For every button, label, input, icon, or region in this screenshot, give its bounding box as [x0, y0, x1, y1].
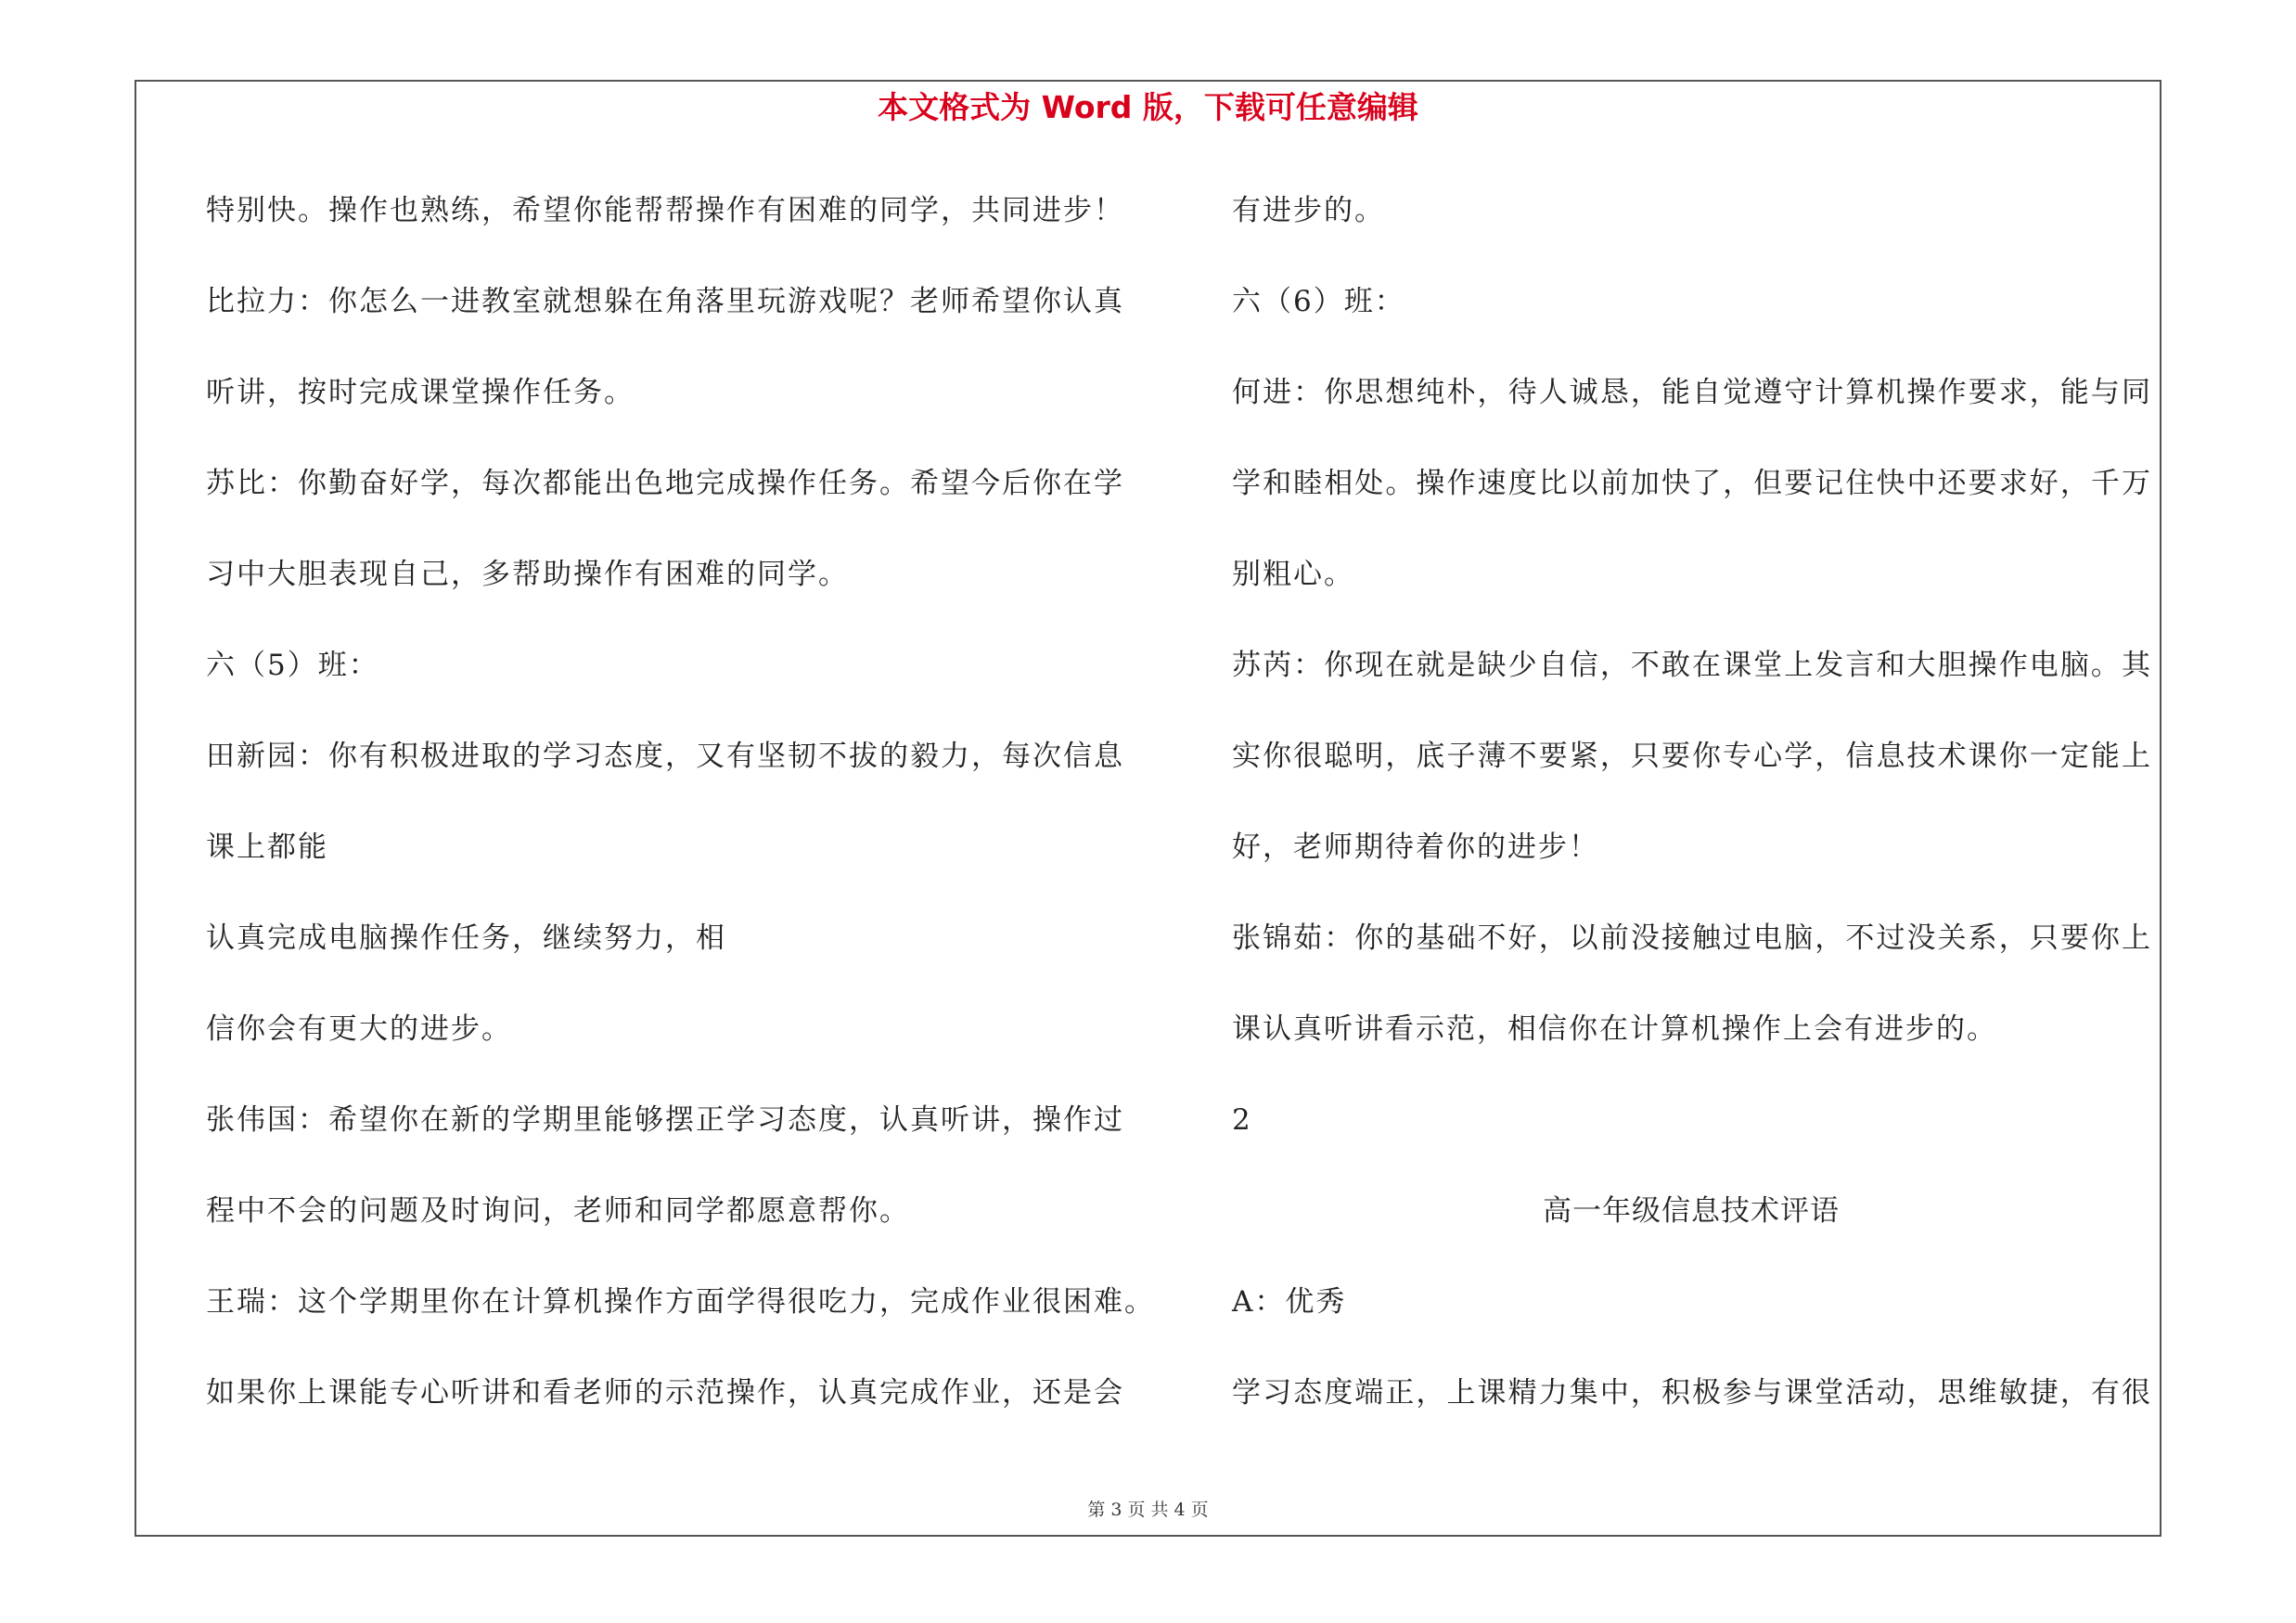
text-line: 程中不会的问题及时询问，老师和同学都愿意帮你。 — [206, 1194, 910, 1228]
text-line: 认真完成电脑操作任务，继续努力，相 — [206, 921, 726, 955]
section-number: 2 — [1232, 1103, 1252, 1137]
text-line: 好，老师期待着你的进步！ — [1232, 831, 1599, 864]
text-line: 张锦茹：你的基础不好，以前没接触过电脑，不过没关系，只要你上 — [1232, 921, 2150, 955]
grade-heading: A：优秀 — [1232, 1285, 1347, 1319]
class-heading: 六（6）班： — [1232, 285, 1405, 318]
text-line: 张伟国：希望你在新的学期里能够摆正学习态度，认真听讲，操作过 — [206, 1103, 1124, 1137]
text-line: 苏芮：你现在就是缺少自信，不敢在课堂上发言和大胆操作电脑。其 — [1232, 649, 2150, 682]
text-line: 特别快。操作也熟练，希望你能帮帮操作有困难的同学，共同进步！ — [206, 194, 1124, 227]
text-line: 课认真听讲看示范，相信你在计算机操作上会有进步的。 — [1232, 1012, 1997, 1046]
text-line: 课上都能 — [206, 831, 328, 864]
text-line: 苏比：你勤奋好学，每次都能出色地完成操作任务。希望今后你在学 — [206, 467, 1124, 500]
right-column — [1232, 183, 2150, 1456]
text-line: 如果你上课能专心听讲和看老师的示范操作，认真完成作业，还是会 — [206, 1376, 1124, 1410]
text-line: 有进步的。 — [1232, 194, 1385, 227]
text-line: 信你会有更大的进步。 — [206, 1012, 512, 1046]
text-line: 何进：你思想纯朴，待人诚恳，能自觉遵守计算机操作要求，能与同 — [1232, 376, 2150, 409]
text-line: 学习态度端正，上课精力集中，积极参与课堂活动，思维敏捷，有很 — [1232, 1376, 2150, 1410]
section-title: 高一年级信息技术评语 — [1543, 1194, 1840, 1228]
text-line: 比拉力：你怎么一进教室就想躲在角落里玩游戏呢？老师希望你认真 — [206, 285, 1124, 318]
text-line: 别粗心。 — [1232, 558, 1354, 591]
text-line: 习中大胆表现自己，多帮助操作有困难的同学。 — [206, 558, 849, 591]
text-line: 学和睦相处。操作速度比以前加快了，但要记住快中还要求好，千万 — [1232, 467, 2150, 500]
class-heading: 六（5）班： — [206, 649, 379, 682]
text-line: 听讲，按时完成课堂操作任务。 — [206, 376, 635, 409]
text-line: 王瑞：这个学期里你在计算机操作方面学得很吃力，完成作业很困难。 — [206, 1285, 1155, 1319]
left-column — [206, 183, 1155, 1456]
page-footer: 第 3 页 共 4 页 — [1087, 1500, 1209, 1520]
word-format-banner: 本文格式为 Word 版，下载可任意编辑 — [878, 89, 1418, 125]
text-line: 田新园：你有积极进取的学习态度，又有坚韧不拔的毅力，每次信息 — [206, 740, 1124, 773]
text-line: 实你很聪明，底子薄不要紧，只要你专心学，信息技术课你一定能上 — [1232, 740, 2150, 773]
